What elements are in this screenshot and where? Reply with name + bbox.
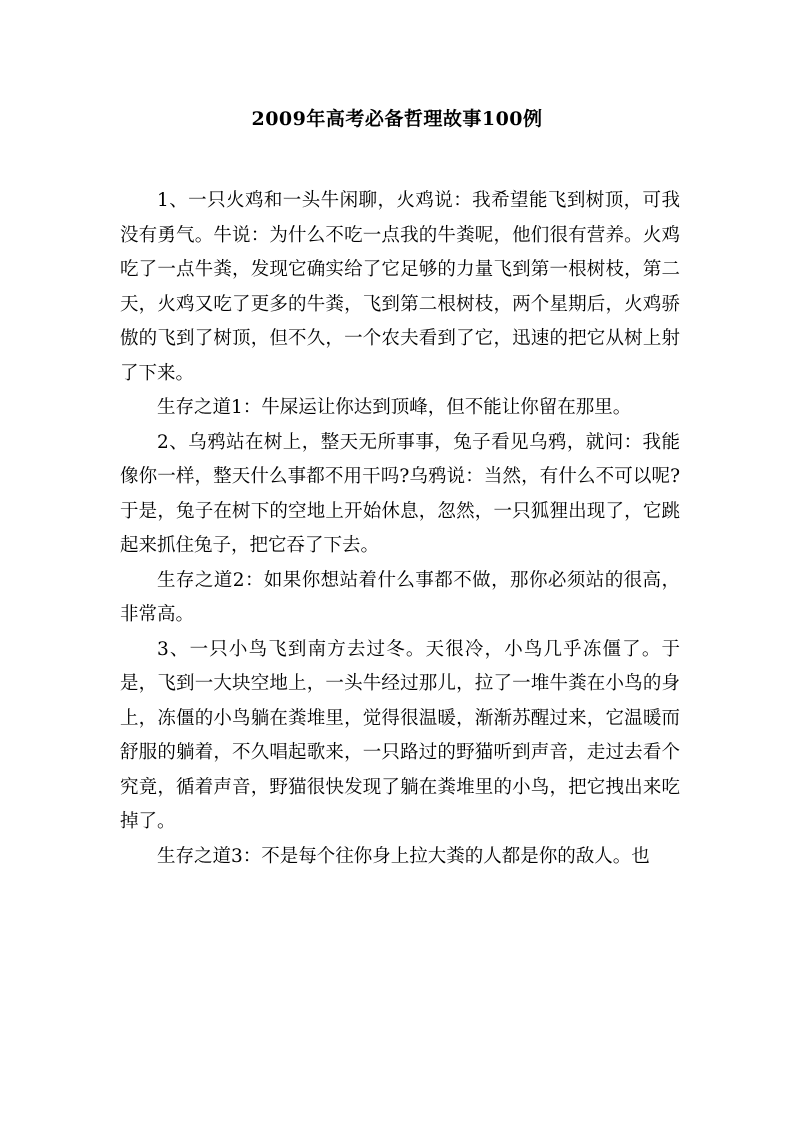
story-3-paragraph: 3、一只小鸟飞到南方去过冬。天很冷，小鸟几乎冻僵了。于是，飞到一大块空地上，一头牛经过那儿，拉了一堆牛粪在小鸟的身上，冻僵的小鸟躺在粪堆里，觉得很温暖，渐渐苏醒过来，它温暖而舒服的躺着，不久唱起歌来，一只路过的野猫听到声音，走过去看个究竟，循着声音，野猫很快发现了躺在粪堆里的小鸟，把它拽出来吃掉了。 [120, 638, 680, 832]
survival-rule-3: 生存之道3：不是每个往你身上拉大粪的人都是你的敌人。也 [157, 845, 650, 867]
document-body [120, 184, 680, 874]
story-2-paragraph: 2、乌鸦站在树上，整天无所事事，兔子看见乌鸦，就问：我能像你一样，整天什么事都不用干吗?乌鸦说：当然，有什么不可以呢?于是，兔子在树下的空地上开始休息，忽然，一只狐狸出现了，它跳起来抓住兔子，把它吞了下去。 [120, 431, 680, 556]
survival-rule-2: 生存之道2：如果你想站着什么事都不做，那你必须站的很高，非常高。 [120, 569, 680, 625]
document-title: 2009年高考必备哲理故事100例 [251, 108, 543, 130]
story-1-paragraph: 1、一只火鸡和一头牛闲聊，火鸡说：我希望能飞到树顶，可我没有勇气。牛说：为什么不吃一点我的牛粪呢，他们很有营养。火鸡吃了一点牛粪，发现它确实给了它足够的力量飞到第一根树枝，第二天，火鸡又吃了更多的牛粪，飞到第二根树枝，两个星期后，火鸡骄傲的飞到了树顶，但不久，一个农夫看到了它，迅速的把它从树上射了下来。 [120, 190, 680, 384]
survival-rule-1: 生存之道1：牛屎运让你达到顶峰，但不能让你留在那里。 [157, 397, 632, 418]
